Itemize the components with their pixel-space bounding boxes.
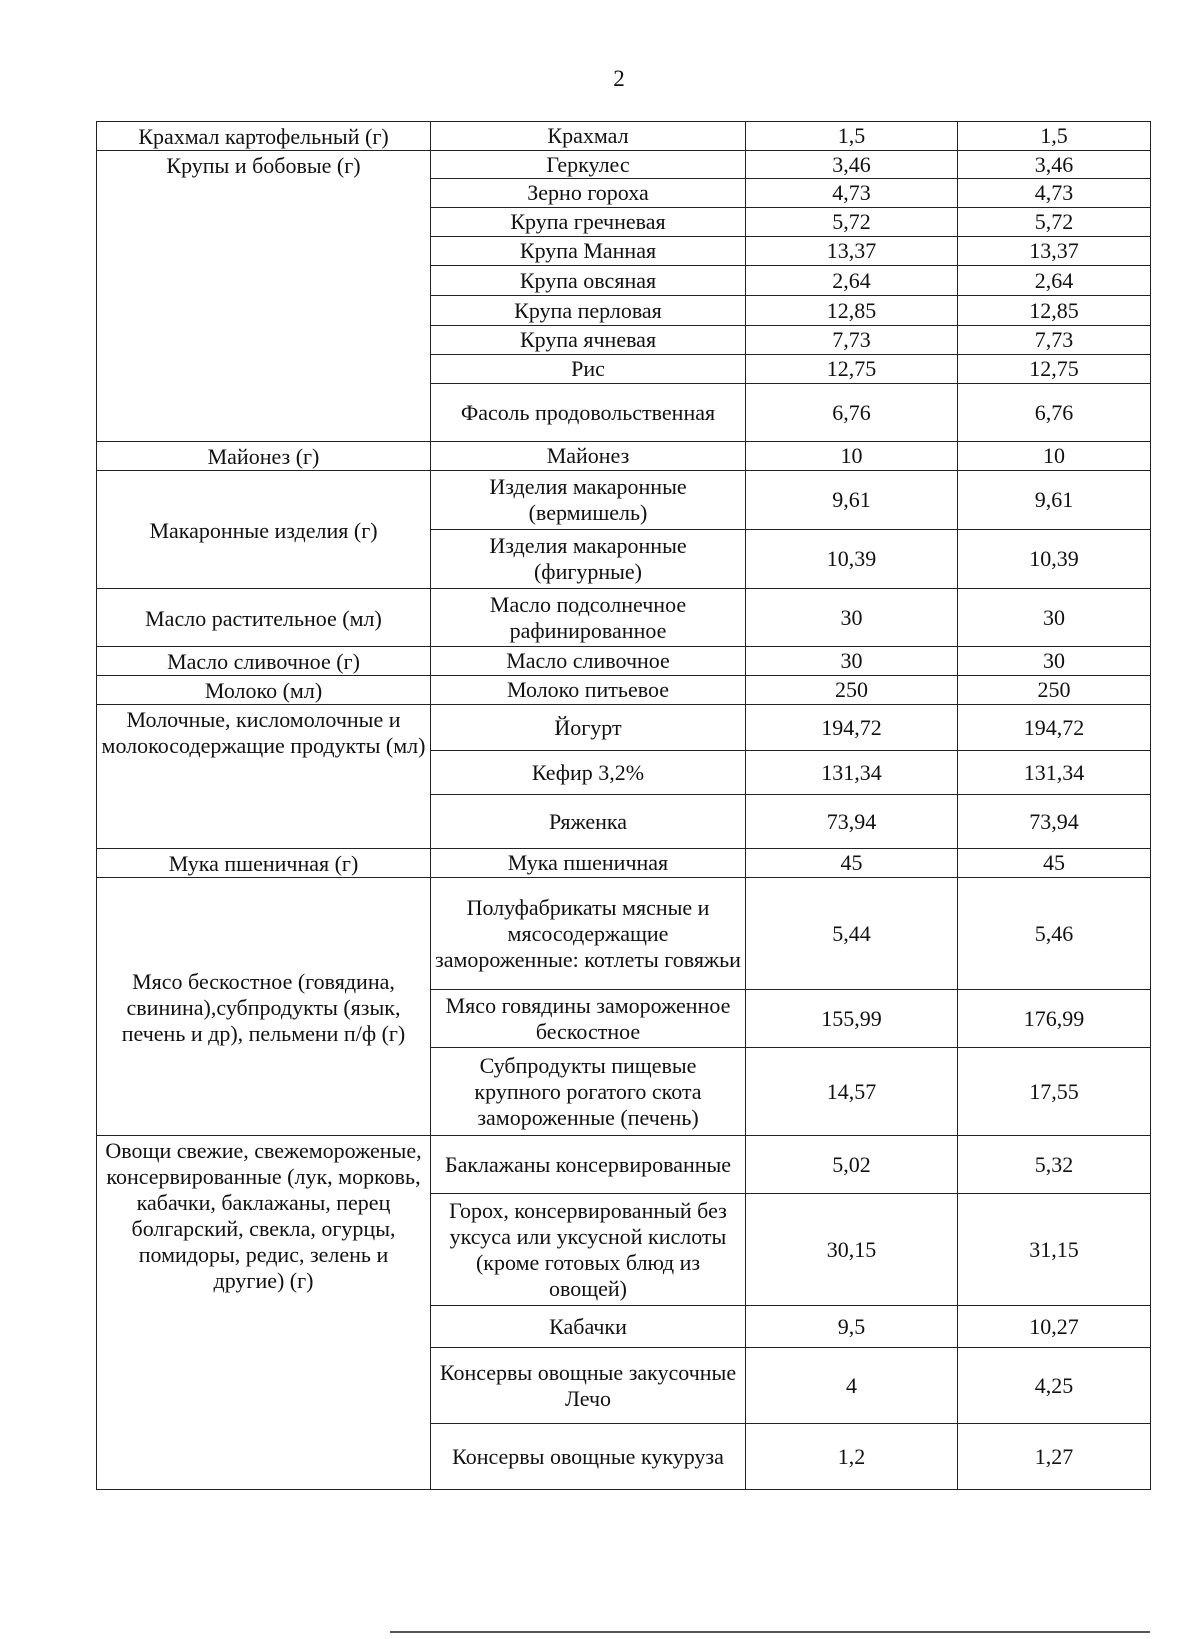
category-cell: Крахмал картофельный (г) xyxy=(97,122,431,151)
value-cell-2: 30 xyxy=(958,589,1151,647)
value-cell-1: 12,75 xyxy=(746,355,958,384)
value-cell-1: 250 xyxy=(746,676,958,705)
value-cell-2: 7,73 xyxy=(958,326,1151,355)
value-cell-2: 73,94 xyxy=(958,795,1151,849)
category-cell: Мясо бескостное (говядина, свинина),субпродукты (язык, печень и др), пельмени п/ф (г) xyxy=(97,878,431,1136)
value-cell-2: 2,64 xyxy=(958,266,1151,296)
value-cell-2: 10,39 xyxy=(958,530,1151,589)
product-cell: Масло подсолнечное рафинированное xyxy=(431,589,746,647)
value-cell-2: 12,75 xyxy=(958,355,1151,384)
value-cell-2: 3,46 xyxy=(958,151,1151,179)
product-cell: Крупа Манная xyxy=(431,237,746,266)
product-cell: Йогурт xyxy=(431,705,746,751)
product-cell: Фасоль продовольственная xyxy=(431,384,746,442)
value-cell-2: 30 xyxy=(958,647,1151,676)
table-row xyxy=(97,122,1151,151)
value-cell-2: 4,73 xyxy=(958,179,1151,208)
table-row xyxy=(97,647,1151,676)
value-cell-1: 1,2 xyxy=(746,1424,958,1490)
product-cell: Баклажаны консервированные xyxy=(431,1136,746,1194)
category-cell: Молоко (мл) xyxy=(97,676,431,705)
product-cell: Рис xyxy=(431,355,746,384)
value-cell-1: 10,39 xyxy=(746,530,958,589)
table-row xyxy=(97,1136,1151,1194)
product-cell: Кефир 3,2% xyxy=(431,751,746,795)
table-row xyxy=(97,878,1151,990)
product-cell: Крупа перловая xyxy=(431,296,746,326)
product-cell: Крупа овсяная xyxy=(431,266,746,296)
value-cell-1: 1,5 xyxy=(746,122,958,151)
product-cell: Крахмал xyxy=(431,122,746,151)
table-row xyxy=(97,705,1151,751)
bottom-rule xyxy=(390,1631,1150,1633)
category-cell: Крупы и бобовые (г) xyxy=(97,151,431,442)
value-cell-1: 131,34 xyxy=(746,751,958,795)
product-cell: Изделия макаронные (фигурные) xyxy=(431,530,746,589)
value-cell-1: 13,37 xyxy=(746,237,958,266)
value-cell-2: 12,85 xyxy=(958,296,1151,326)
table-row xyxy=(97,471,1151,530)
product-cell: Кабачки xyxy=(431,1306,746,1348)
value-cell-1: 45 xyxy=(746,849,958,878)
product-cell: Консервы овощные кукуруза xyxy=(431,1424,746,1490)
value-cell-1: 9,5 xyxy=(746,1306,958,1348)
page-number: 2 xyxy=(613,66,625,91)
value-cell-1: 30,15 xyxy=(746,1194,958,1306)
product-cell: Горох, консервированный без уксуса или уксусной кислоты (кроме готовых блюд из овощей) xyxy=(431,1194,746,1306)
value-cell-2: 13,37 xyxy=(958,237,1151,266)
category-cell: Макаронные изделия (г) xyxy=(97,471,431,589)
value-cell-2: 1,5 xyxy=(958,122,1151,151)
value-cell-2: 10 xyxy=(958,442,1151,471)
category-cell: Масло сливочное (г) xyxy=(97,647,431,676)
category-cell: Овощи свежие, свежемороженые, консервированные (лук, морковь, кабачки, баклажаны, перец болгарский, свекла, огурцы, помидоры, редис, зелень и другие) (г) xyxy=(97,1136,431,1490)
table-row xyxy=(97,589,1151,647)
table-row xyxy=(97,849,1151,878)
value-cell-2: 9,61 xyxy=(958,471,1151,530)
value-cell-2: 194,72 xyxy=(958,705,1151,751)
table-row xyxy=(97,442,1151,471)
value-cell-1: 6,76 xyxy=(746,384,958,442)
value-cell-1: 4,73 xyxy=(746,179,958,208)
value-cell-1: 194,72 xyxy=(746,705,958,751)
value-cell-1: 3,46 xyxy=(746,151,958,179)
category-cell: Молочные, кисломолочные и молокосодержащие продукты (мл) xyxy=(97,705,431,849)
value-cell-2: 131,34 xyxy=(958,751,1151,795)
product-cell: Изделия макаронные (вермишель) xyxy=(431,471,746,530)
product-cell: Майонез xyxy=(431,442,746,471)
value-cell-1: 2,64 xyxy=(746,266,958,296)
product-cell: Мука пшеничная xyxy=(431,849,746,878)
value-cell-2: 4,25 xyxy=(958,1348,1151,1424)
table-row xyxy=(97,676,1151,705)
category-cell: Мука пшеничная (г) xyxy=(97,849,431,878)
value-cell-1: 155,99 xyxy=(746,990,958,1048)
product-cell: Зерно гороха xyxy=(431,179,746,208)
product-cell: Мясо говядины замороженное бескостное xyxy=(431,990,746,1048)
product-cell: Консервы овощные закусочные Лечо xyxy=(431,1348,746,1424)
value-cell-1: 5,44 xyxy=(746,878,958,990)
value-cell-1: 5,02 xyxy=(746,1136,958,1194)
value-cell-1: 9,61 xyxy=(746,471,958,530)
value-cell-2: 250 xyxy=(958,676,1151,705)
value-cell-1: 5,72 xyxy=(746,208,958,237)
value-cell-1: 4 xyxy=(746,1348,958,1424)
value-cell-1: 30 xyxy=(746,589,958,647)
value-cell-2: 17,55 xyxy=(958,1048,1151,1136)
value-cell-1: 10 xyxy=(746,442,958,471)
category-cell: Масло растительное (мл) xyxy=(97,589,431,647)
value-cell-2: 10,27 xyxy=(958,1306,1151,1348)
value-cell-2: 5,72 xyxy=(958,208,1151,237)
value-cell-2: 31,15 xyxy=(958,1194,1151,1306)
value-cell-2: 5,46 xyxy=(958,878,1151,990)
value-cell-1: 14,57 xyxy=(746,1048,958,1136)
product-cell: Масло сливочное xyxy=(431,647,746,676)
product-cell: Субпродукты пищевые крупного рогатого скота замороженные (печень) xyxy=(431,1048,746,1136)
value-cell-1: 7,73 xyxy=(746,326,958,355)
value-cell-1: 30 xyxy=(746,647,958,676)
product-cell: Ряженка xyxy=(431,795,746,849)
product-cell: Геркулес xyxy=(431,151,746,179)
product-cell: Полуфабрикаты мясные и мясосодержащие замороженные: котлеты говяжьи xyxy=(431,878,746,990)
value-cell-2: 5,32 xyxy=(958,1136,1151,1194)
product-cell: Крупа ячневая xyxy=(431,326,746,355)
value-cell-2: 45 xyxy=(958,849,1151,878)
value-cell-1: 12,85 xyxy=(746,296,958,326)
value-cell-2: 1,27 xyxy=(958,1424,1151,1490)
food-norms-table xyxy=(96,121,1151,1490)
value-cell-2: 6,76 xyxy=(958,384,1151,442)
product-cell: Крупа гречневая xyxy=(431,208,746,237)
category-cell: Майонез (г) xyxy=(97,442,431,471)
table-row xyxy=(97,151,1151,179)
value-cell-1: 73,94 xyxy=(746,795,958,849)
value-cell-2: 176,99 xyxy=(958,990,1151,1048)
product-cell: Молоко питьевое xyxy=(431,676,746,705)
